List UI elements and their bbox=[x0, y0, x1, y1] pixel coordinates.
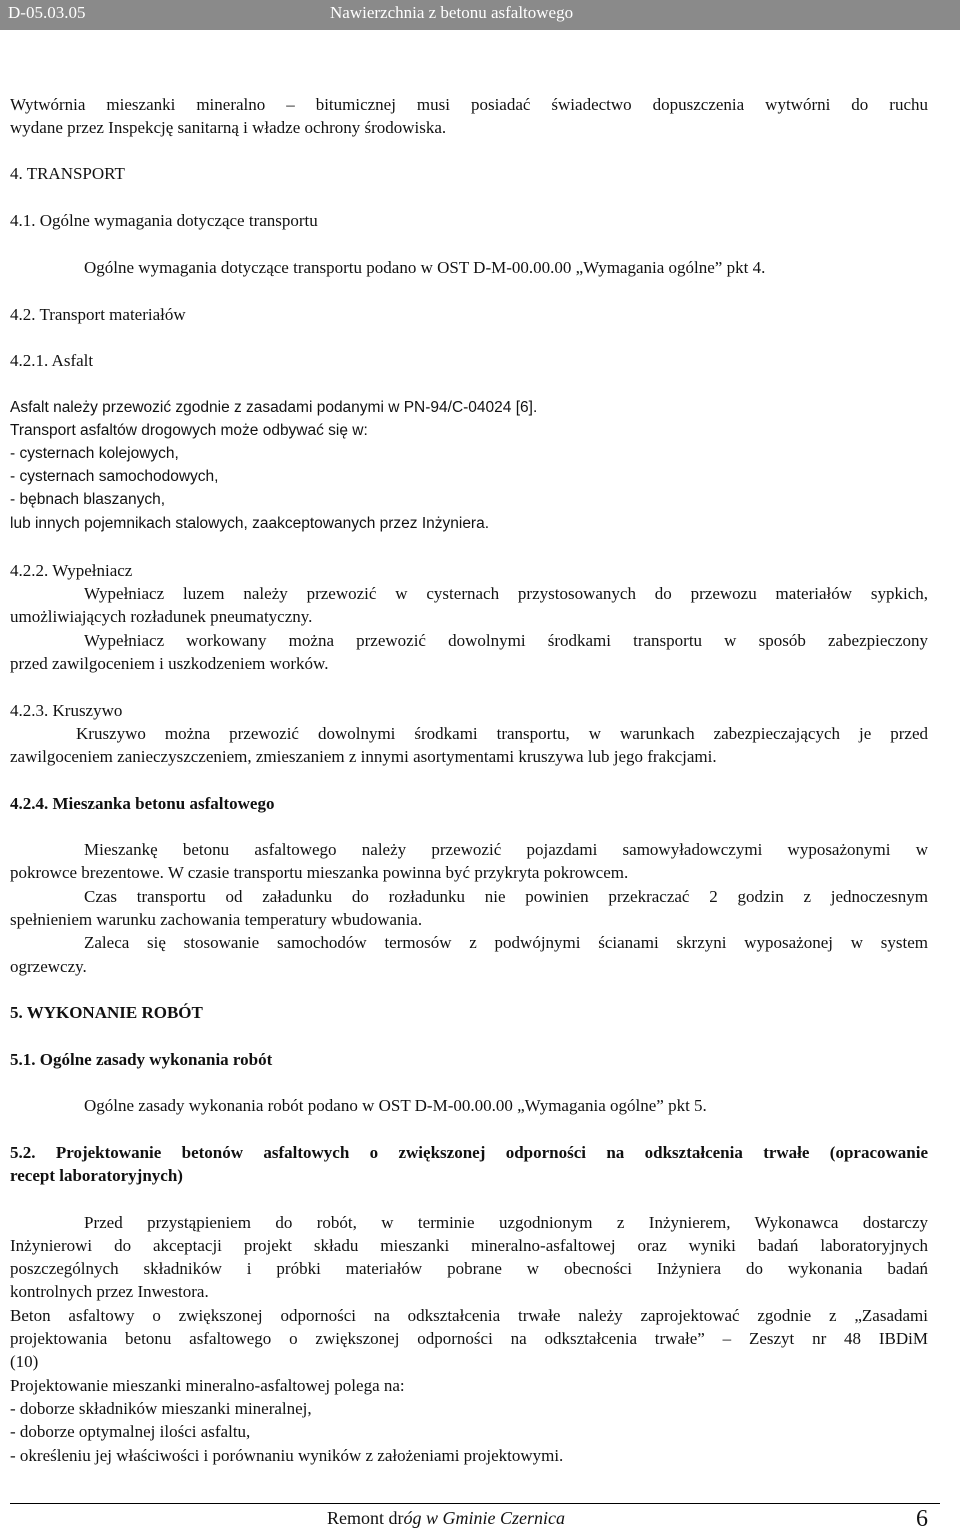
mieszanka-p1-line-2: pokrowce brezentowe. W czasie transportu mieszanka powinna być przykryta pokrowcem. bbox=[10, 863, 629, 882]
section-4-2-heading: 4.2. Transport materiałów bbox=[10, 305, 186, 324]
wypelniacz-p2-line-1: Wypełniacz workowany można przewozić dowolnymi środkami transportu w sposób zabezpieczony bbox=[84, 631, 928, 650]
projekt-p1-line-4: kontrolnych przez Inwestora. bbox=[10, 1282, 209, 1301]
list-item: - bębnach blaszanych, bbox=[10, 491, 166, 508]
mieszanka-p3-line-1: Zaleca się stosowanie samochodów termosów z podwójnymi ścianami skrzyni wyposażonej w system bbox=[84, 933, 928, 952]
kruszywo-line-2: zawilgoceniem zanieczyszczeniem, zmieszaniem z innymi asortymentami kruszywa lub jego frakcjami. bbox=[10, 747, 717, 766]
footer-text bbox=[327, 1508, 565, 1529]
projekt-p3: Projektowanie mieszanki mineralno-asfaltowej polega na: bbox=[10, 1376, 405, 1395]
asfalt-line-3: lub innych pojemnikach stalowych, zaakceptowanych przez Inżyniera. bbox=[10, 515, 490, 532]
section-5-2-heading-line-1: 5.2. Projektowanie betonów asfaltowych o zwiększonej odporności na odkształcenia trwałe (opracowanie bbox=[10, 1143, 928, 1162]
section-4-2-4-heading: 4.2.4. Mieszanka betonu asfaltowego bbox=[10, 794, 275, 813]
wypelniacz-p2-line-2: przed zawilgoceniem i uszkodzeniem worków. bbox=[10, 654, 329, 673]
page-header bbox=[0, 0, 960, 30]
asfalt-line-2: Transport asfaltów drogowych może odbywać się w: bbox=[10, 422, 368, 439]
list-item: - doborze składników mieszanki mineralnej, bbox=[10, 1399, 312, 1418]
section-5-2-heading-line-2: recept laboratoryjnych) bbox=[10, 1166, 183, 1185]
section-4-2-1-heading: 4.2.1. Asfalt bbox=[10, 351, 94, 370]
projekt-p1-line-2: Inżynierowi do akceptacji projekt składu mieszanki mineralno-asfaltowej oraz wyniki badań laboratoryjnych bbox=[10, 1236, 928, 1255]
mieszanka-p1-line-1: Mieszankę betonu asfaltowego należy przewozić pojazdami samowyładowczymi wyposażonymi w bbox=[84, 840, 928, 859]
projekt-p2-line-1: Beton asfaltowy o zwiększonej odporności na odkształcenia trwałe należy zaprojektować zgodnie z „Zasadami bbox=[10, 1306, 928, 1325]
section-4-2-3-heading: 4.2.3. Kruszywo bbox=[10, 701, 123, 720]
projekt-p1-line-3: poszczególnych składników i próbki materiałów pobrane w obecności Inżyniera do wykonania badań bbox=[10, 1259, 928, 1278]
section-5-1-text: Ogólne zasady wykonania robót podano w OST D-M-00.00.00 „Wymagania ogólne” pkt 5. bbox=[84, 1096, 707, 1115]
mieszanka-p3-line-2: ogrzewczy. bbox=[10, 957, 87, 976]
wypelniacz-p1-line-2: umożliwiających rozładunek pneumatyczny. bbox=[10, 607, 313, 626]
asfalt-line-1: Asfalt należy przewozić zgodnie z zasadami podanymi w PN-94/C-04024 [6]. bbox=[10, 399, 538, 416]
section-5-heading: 5. WYKONANIE ROBÓT bbox=[10, 1003, 203, 1022]
document-title: Nawierzchnia z betonu asfaltowego bbox=[330, 3, 574, 22]
list-item: - doborze optymalnej ilości asfaltu, bbox=[10, 1422, 251, 1441]
list-item: - cysternach samochodowych, bbox=[10, 468, 219, 485]
section-4-2-2-heading: 4.2.2. Wypełniacz bbox=[10, 561, 133, 580]
page-number: 6 bbox=[916, 1506, 928, 1532]
kruszywo-line-1: Kruszywo można przewozić dowolnymi środkami transportu, w warunkach zabezpieczających je przed bbox=[76, 724, 928, 743]
section-5-1-heading: 5.1. Ogólne zasady wykonania robót bbox=[10, 1050, 273, 1069]
projekt-p2-line-2: projektowania betonu asfaltowego o zwiększonej odporności na odkształcenia trwałe” – Zeszyt nr 48 IBDiM bbox=[10, 1329, 928, 1348]
projekt-p1-line-1: Przed przystąpieniem do robót, w terminie uzgodnionym z Inżynierem, Wykonawca dostarczy bbox=[84, 1213, 928, 1232]
footer-text-part-1: Remont dr bbox=[327, 1508, 404, 1528]
intro-line-1: Wytwórnia mieszanki mineralno – bitumicznej musi posiadać świadectwo dopuszczenia wytwórni do ruchu bbox=[10, 95, 928, 114]
footer-divider bbox=[10, 1503, 940, 1504]
mieszanka-p2-line-2: spełnieniem warunku zachowania temperatury wbudowania. bbox=[10, 910, 423, 929]
list-item: - określeniu jej właściwości i porównaniu wyników z założeniami projektowymi. bbox=[10, 1446, 564, 1465]
list-item: - cysternach kolejowych, bbox=[10, 445, 179, 462]
projekt-p2-line-3: (10) bbox=[10, 1352, 39, 1371]
section-4-1-text: Ogólne wymagania dotyczące transportu podano w OST D-M-00.00.00 „Wymagania ogólne” pkt 4. bbox=[84, 258, 766, 277]
section-4-1-heading: 4.1. Ogólne wymagania dotyczące transportu bbox=[10, 211, 318, 230]
document-code: D-05.03.05 bbox=[8, 3, 86, 22]
footer-text-part-2: óg w Gminie Czernica bbox=[403, 1508, 565, 1528]
mieszanka-p2-line-1: Czas transportu od załadunku do rozładunku nie powinien przekraczać 2 godzin z jednoczesnym bbox=[84, 887, 928, 906]
intro-line-2: wydane przez Inspekcję sanitarną i władze ochrony środowiska. bbox=[10, 118, 447, 137]
wypelniacz-p1-line-1: Wypełniacz luzem należy przewozić w cysternach przystosowanych do przewozu materiałów sypkich, bbox=[84, 584, 928, 603]
section-4-heading: 4. TRANSPORT bbox=[10, 164, 125, 183]
